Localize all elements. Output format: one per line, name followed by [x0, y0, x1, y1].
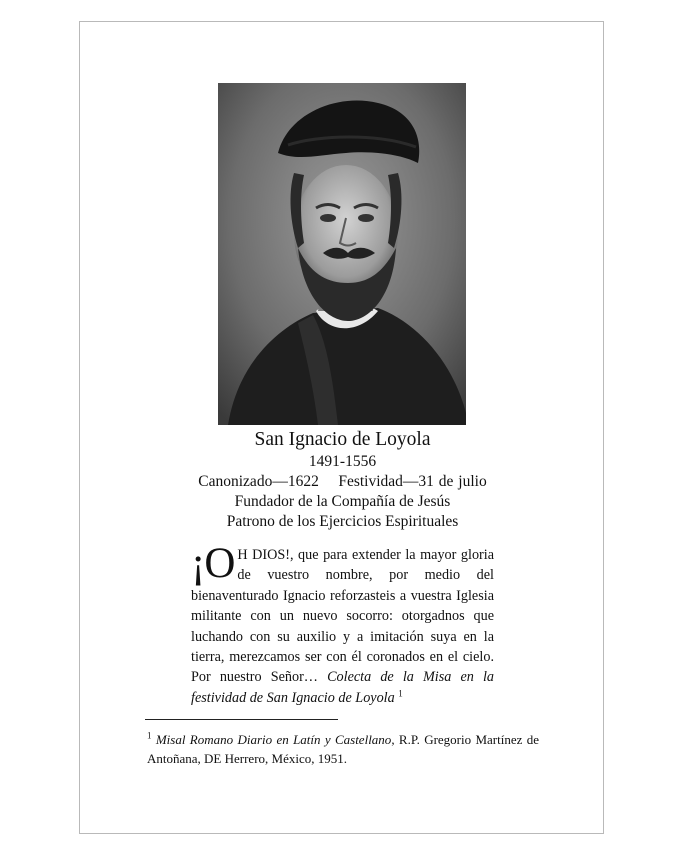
footnote-details: , R.P. Gregorio Martínez de Antoñana, DE Herrero, México, 1951.	[147, 732, 539, 766]
footnote-reference: 1	[398, 688, 403, 699]
founder-line: Fundador de la Compañía de Jesús	[234, 493, 451, 510]
patron-line: Patrono de los Ejercicios Espirituales	[226, 513, 459, 530]
dropcap: ¡O	[191, 540, 235, 587]
feast-date: Festividad—31 de julio	[338, 473, 487, 490]
portrait-illustration	[218, 83, 466, 425]
prayer-source: Colecta de la Misa en la festividad de San Ignacio de Loyola	[191, 669, 494, 706]
prayer-body: H DIOS!, que para extender la mayor gloria de vuestro nombre, por medio del bienaventurado Ignacio reforzasteis a vuestra Iglesia militante con un nuevo socorro: otorgadnos que luchando con su auxilio y a imitación suya en la tierra, merezcamos ser con él coronados en el cielo. Por nuestro Señor…	[191, 547, 494, 686]
footnote-book-title: Misal Romano Diario en Latín y Castellano	[155, 732, 392, 747]
saint-name: San Ignacio de Loyola	[254, 429, 431, 450]
footnote-divider	[145, 719, 338, 720]
prayer-text	[191, 540, 494, 708]
canonization-feast-line	[150, 472, 535, 492]
portrait-image	[218, 83, 466, 425]
canonization-date: Canonizado—1622	[198, 473, 319, 490]
footnote	[147, 730, 539, 768]
footnote-marker: 1	[147, 730, 152, 741]
life-dates: 1491-1556	[308, 453, 377, 470]
